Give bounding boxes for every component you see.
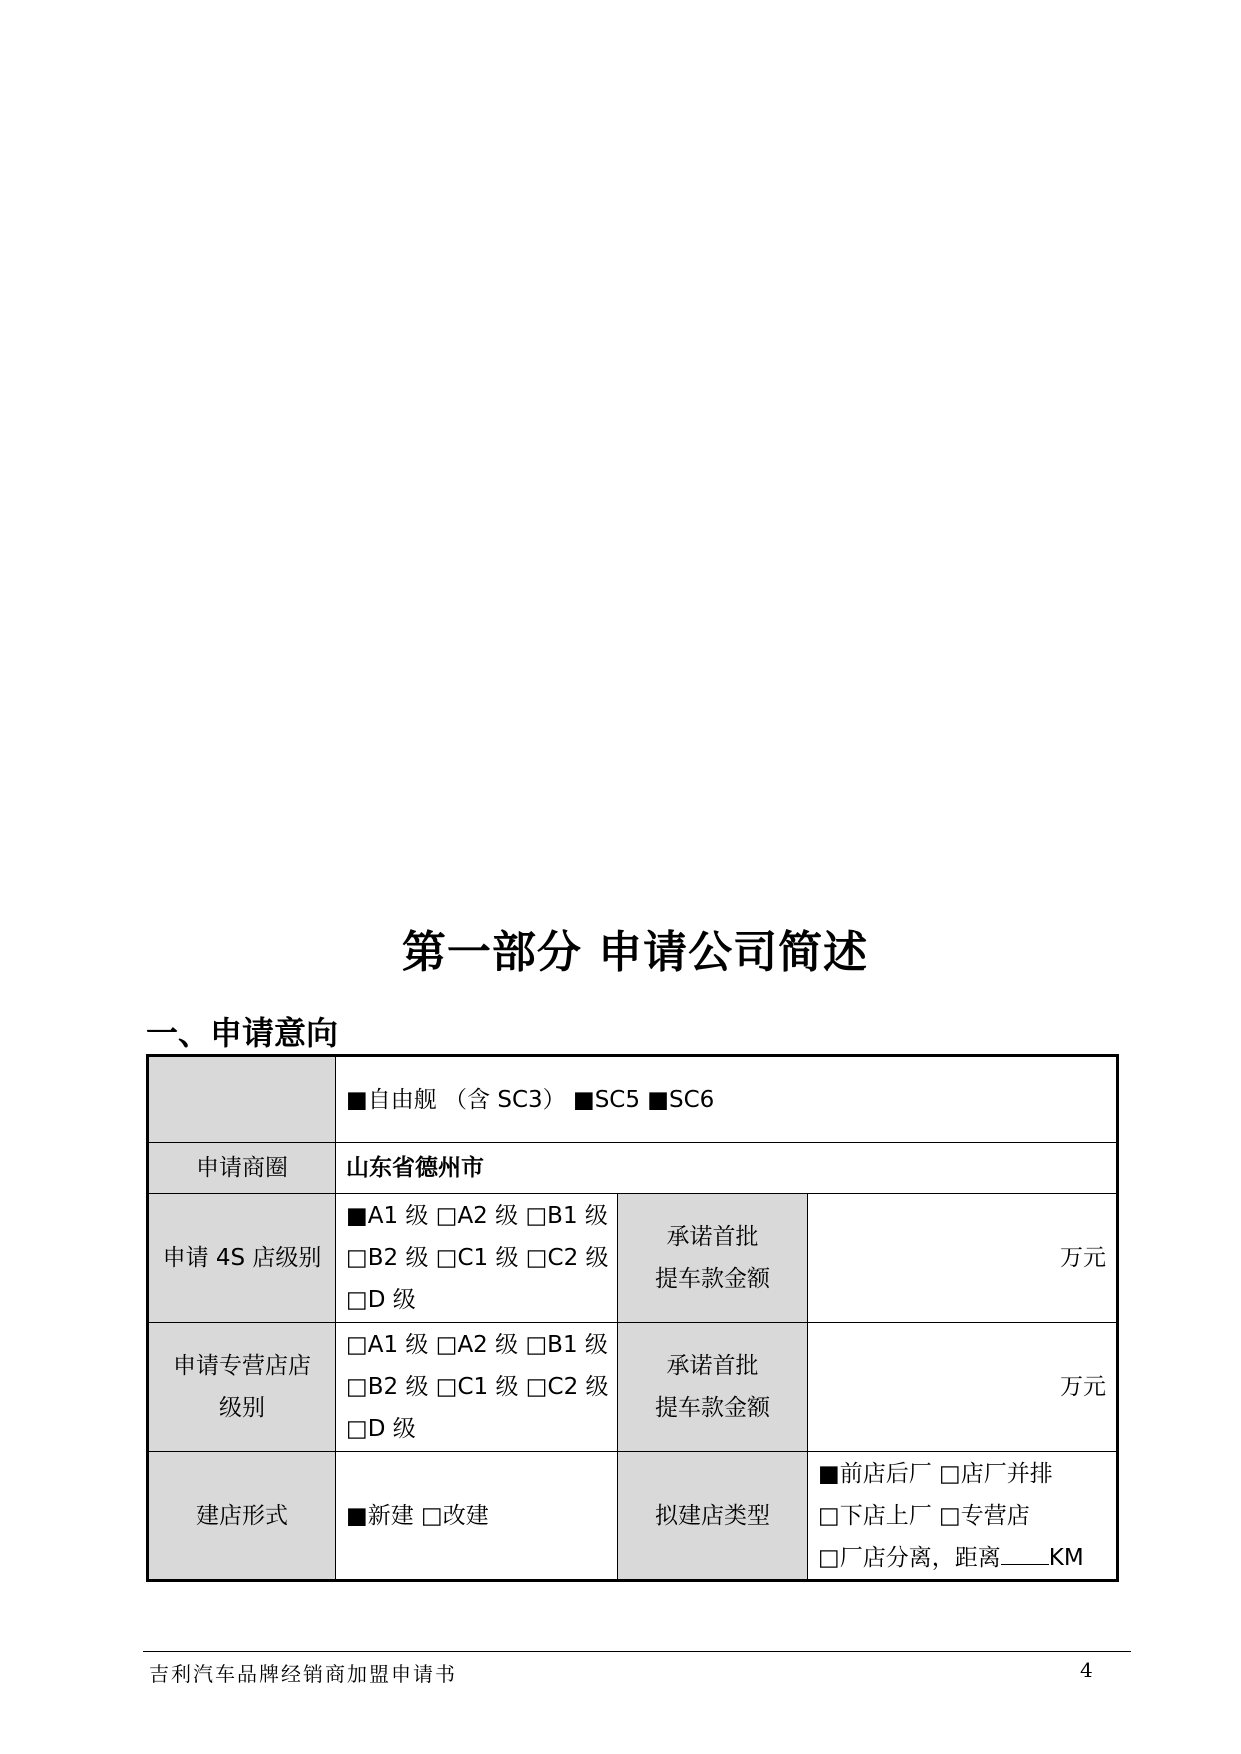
store-4s-levels-line-2[interactable]: □B2 级 □C1 级 □C2 级 [346, 1245, 609, 1271]
store-4s-promise-label [618, 1194, 808, 1323]
store-special-levels[interactable] [336, 1323, 618, 1452]
distance-unit: KM [1048, 1544, 1084, 1571]
store-special-promise-label-line-1: 承诺首批 [666, 1353, 759, 1379]
store-special-label-line-2: 级别 [219, 1395, 265, 1421]
section-title: 一、申请意向 [146, 1014, 339, 1052]
brand-row [148, 1056, 1118, 1143]
store-special-promise-label-line-2: 提车款金额 [655, 1395, 770, 1421]
build-type-line-3[interactable] [818, 1537, 1106, 1579]
store-special-levels-line-2[interactable]: □B2 级 □C1 级 □C2 级 [346, 1374, 609, 1400]
store-4s-promise-label-line-2: 提车款金额 [655, 1266, 770, 1292]
store-4s-levels-line-1[interactable]: ■A1 级 □A2 级 □B1 级 [346, 1203, 608, 1229]
footer-document-title: 吉利汽车品牌经销商加盟申请书 [149, 1662, 457, 1686]
part-title: 第一部分 申请公司简述 [401, 927, 869, 978]
store-4s-row [148, 1194, 1118, 1323]
store-special-label [148, 1323, 336, 1452]
store-special-amount-field[interactable]: 万元 [808, 1323, 1118, 1452]
area-label: 申请商圈 [148, 1143, 336, 1194]
build-options[interactable]: ■新建 □改建 [336, 1452, 618, 1581]
store-special-levels-line-1[interactable]: □A1 级 □A2 级 □B1 级 [346, 1332, 608, 1358]
store-4s-levels-line-3[interactable]: □D 级 [346, 1287, 416, 1313]
build-type-line-1[interactable]: ■前店后厂 □店厂并排 [818, 1460, 1053, 1487]
store-4s-label: 申请 4S 店级别 [148, 1194, 336, 1323]
store-4s-amount-field[interactable]: 万元 [808, 1194, 1118, 1323]
store-special-levels-line-3[interactable]: □D 级 [346, 1416, 416, 1442]
build-type-options[interactable] [808, 1452, 1118, 1581]
store-special-row [148, 1323, 1118, 1452]
store-4s-levels[interactable] [336, 1194, 618, 1323]
area-row [148, 1143, 1118, 1194]
area-value[interactable]: 山东省德州市 [336, 1143, 1118, 1194]
build-type-line-2[interactable]: □下店上厂 □专营店 [818, 1502, 1030, 1529]
build-type-label: 拟建店类型 [618, 1452, 808, 1581]
build-row [148, 1452, 1118, 1581]
brand-label [148, 1056, 336, 1143]
footer-divider [143, 1651, 1131, 1652]
distance-blank-field[interactable] [1001, 1542, 1049, 1565]
store-special-promise-label [618, 1323, 808, 1452]
build-label: 建店形式 [148, 1452, 336, 1581]
build-type-line-3-text: □厂店分离，距离 [818, 1544, 1001, 1571]
store-4s-promise-label-line-1: 承诺首批 [666, 1224, 759, 1250]
footer-page-number: 4 [1080, 1658, 1093, 1682]
application-intent-table [146, 1054, 1119, 1582]
brand-options[interactable]: ■自由舰 （含 SC3） ■SC5 ■SC6 [336, 1056, 1118, 1143]
store-special-label-line-1: 申请专营店店 [173, 1353, 311, 1379]
